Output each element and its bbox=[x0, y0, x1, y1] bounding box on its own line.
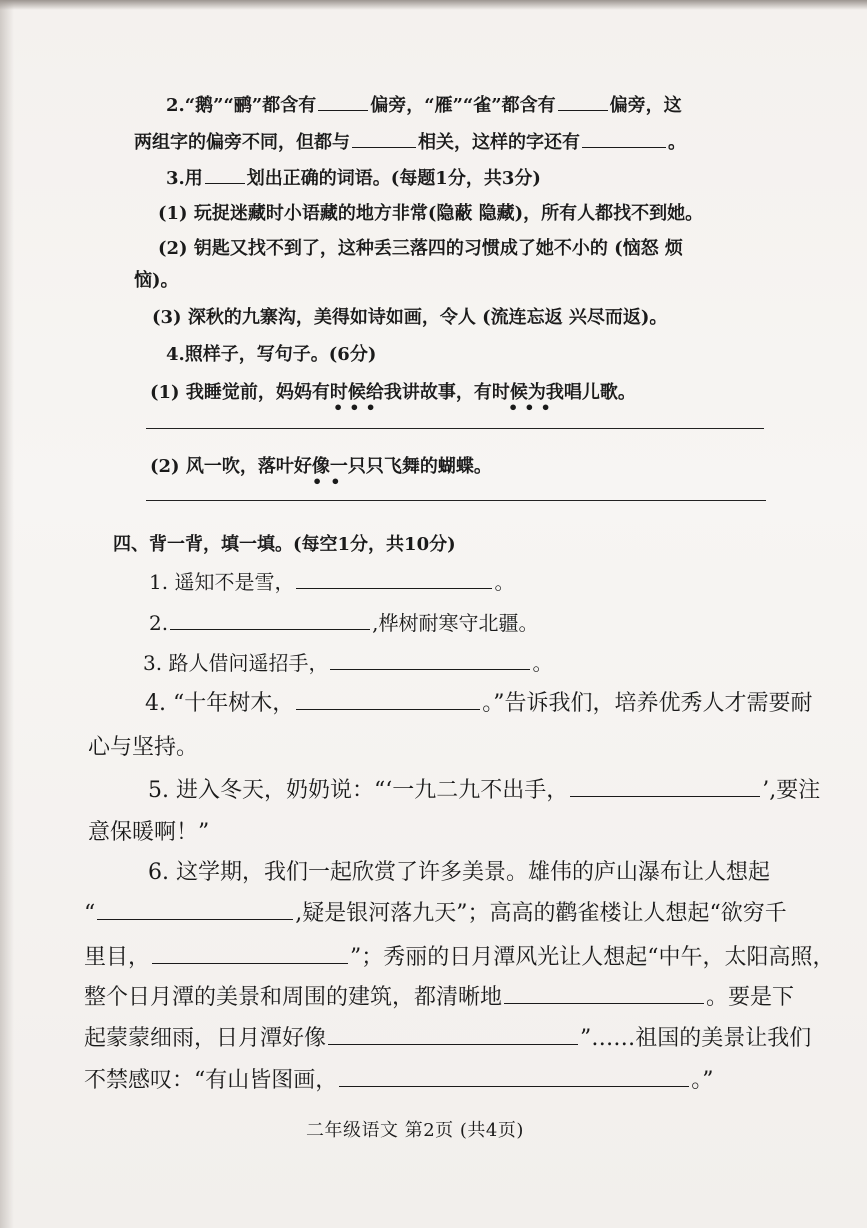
recite-line-3 bbox=[143, 647, 552, 676]
recite-text: 3. 路人借问遥招手， bbox=[143, 651, 329, 675]
recite-line-4-cont: 心与坚持。 bbox=[88, 735, 199, 760]
recite-text: ”；秀丽的日月潭风光让人想起“中午，太阳高照， bbox=[350, 945, 835, 970]
recite-text: ’,要注 bbox=[762, 778, 821, 803]
q2-text: 相关，这样的字还有 bbox=[418, 132, 580, 153]
recite-text: ,桦树耐寒守北疆。 bbox=[372, 611, 539, 635]
q3-item-2: (2) 钥匙又找不到了，这种丢三落四的习惯成了她不小的 (恼怒 烦 bbox=[158, 238, 683, 259]
answer-blank[interactable] bbox=[97, 897, 293, 920]
answer-blank[interactable] bbox=[328, 1022, 578, 1045]
recite-line-5-cont: 意保暖啊！” bbox=[88, 820, 210, 845]
recite-text: 不禁感叹：“有山皆图画， bbox=[84, 1068, 338, 1093]
recite-line-6-f bbox=[84, 1063, 714, 1094]
recite-line-4 bbox=[145, 686, 812, 717]
recite-line-6-b bbox=[84, 896, 787, 927]
emphasis-dots: •• bbox=[312, 472, 349, 491]
recite-text: 里目， bbox=[84, 945, 151, 970]
recite-text: 。 bbox=[494, 570, 515, 594]
recite-text: 2. bbox=[149, 611, 169, 635]
recite-text: 。要是下 bbox=[706, 985, 795, 1010]
q3-item-3: (3) 深秋的九寨沟，美得如诗如画，令人 (流连忘返 兴尽而返)。 bbox=[152, 307, 668, 328]
emphasis-dots: ••• bbox=[508, 398, 557, 417]
q2-text: 偏旁，“雁”“雀”都含有 bbox=[370, 95, 556, 116]
answer-blank[interactable] bbox=[296, 568, 492, 589]
answer-line[interactable] bbox=[146, 428, 764, 429]
q4-item-1: (1) 我睡觉前，妈妈有时候给我讲故事，有时候为我唱儿歌。 bbox=[150, 382, 636, 403]
recite-text: ”……祖国的美景让我们 bbox=[580, 1026, 812, 1051]
recite-text: 起蒙蒙细雨，日月潭好像 bbox=[84, 1026, 327, 1051]
answer-blank[interactable] bbox=[205, 165, 245, 184]
recite-text: “ bbox=[84, 901, 96, 926]
answer-blank[interactable] bbox=[170, 609, 370, 630]
recite-text: 。 bbox=[532, 651, 553, 675]
answer-blank[interactable] bbox=[352, 129, 416, 148]
q2-line-2 bbox=[134, 128, 686, 154]
recite-text: 整个日月潭的美景和周围的建筑，都清晰地 bbox=[84, 985, 503, 1010]
answer-blank[interactable] bbox=[339, 1064, 689, 1087]
q2-text: 2.“鹅”“鹂”都含有 bbox=[166, 95, 317, 116]
q3-title bbox=[166, 164, 541, 190]
answer-blank[interactable] bbox=[152, 941, 348, 964]
answer-line[interactable] bbox=[146, 500, 766, 501]
recite-text: ,疑是银河落九天”；高高的鹳雀楼让人想起“欲穷千 bbox=[295, 901, 787, 926]
recite-text: 。” bbox=[691, 1068, 714, 1093]
recite-line-1 bbox=[149, 566, 514, 595]
q4-title: 4.照样子，写句子。(6分) bbox=[166, 344, 377, 365]
recite-line-5 bbox=[148, 773, 820, 804]
recite-text: 5. 进入冬天，奶奶说：“‘一九二九不出手， bbox=[148, 778, 569, 803]
q3-text: 3.用 bbox=[166, 168, 203, 189]
q2-text: 。 bbox=[668, 132, 686, 153]
recite-text: 4. “十年树木， bbox=[145, 691, 295, 716]
answer-blank[interactable] bbox=[296, 687, 480, 710]
answer-blank[interactable] bbox=[504, 981, 704, 1004]
q2-text: 两组字的偏旁不同，但都与 bbox=[134, 132, 350, 153]
recite-line-6: 6. 这学期，我们一起欣赏了许多美景。雄伟的庐山瀑布让人想起 bbox=[148, 860, 770, 885]
answer-blank[interactable] bbox=[558, 92, 608, 111]
q2-line-1 bbox=[166, 91, 682, 117]
answer-blank[interactable] bbox=[582, 129, 666, 148]
q2-text: 偏旁，这 bbox=[609, 95, 682, 116]
answer-blank[interactable] bbox=[330, 649, 530, 670]
recite-line-6-d bbox=[84, 980, 794, 1011]
page-footer: 二年级语文 第2页 (共4页) bbox=[306, 1120, 524, 1141]
recite-line-6-e bbox=[84, 1021, 811, 1052]
q3-item-1: (1) 玩捉迷藏时小语藏的地方非常(隐蔽 隐藏)，所有人都找不到她。 bbox=[158, 203, 704, 224]
emphasis-dots: ••• bbox=[333, 398, 382, 417]
answer-blank[interactable] bbox=[570, 774, 760, 797]
recite-text: 1. 遥知不是雪， bbox=[149, 570, 295, 594]
section-4-heading: 四、背一背，填一填。(每空1分，共10分) bbox=[113, 534, 456, 555]
recite-line-2 bbox=[149, 607, 538, 636]
recite-line-6-c bbox=[84, 940, 835, 971]
q3-text: 划出正确的词语。(每题1分，共3分) bbox=[246, 168, 541, 189]
recite-text: 。”告诉我们，培养优秀人才需要耐 bbox=[482, 691, 813, 716]
q4-item-2: (2) 风一吹，落叶好像一只只飞舞的蝴蝶。 bbox=[150, 456, 492, 477]
q3-item-2-cont: 恼)。 bbox=[134, 270, 179, 291]
answer-blank[interactable] bbox=[318, 92, 368, 111]
scan-edge-top bbox=[0, 0, 867, 10]
scan-edge-left bbox=[0, 0, 14, 1228]
